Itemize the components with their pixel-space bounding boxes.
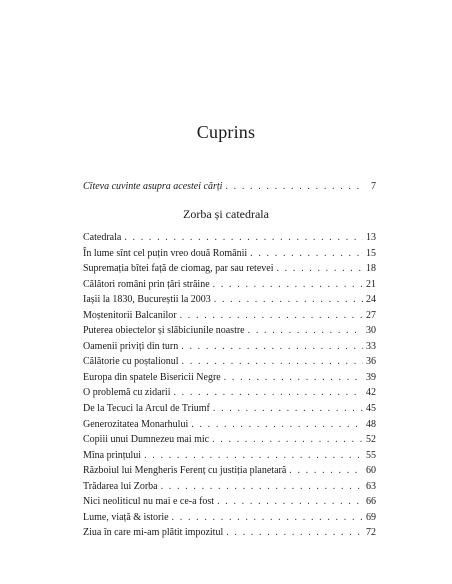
table-of-contents (83, 230, 376, 541)
toc-entry-label: Trădarea lui Zorba (83, 480, 158, 492)
dot-leader (276, 261, 363, 277)
toc-entry-label: Supremația bîtei față de ciomag, par sau retevei (83, 263, 274, 275)
dot-leader (212, 432, 363, 448)
toc-entry-page: 66 (366, 496, 376, 508)
dot-leader (173, 385, 363, 401)
toc-intro-entry[interactable] (83, 181, 376, 192)
toc-entry[interactable] (83, 323, 376, 339)
toc-entry-label: Europa din spatele Bisericii Negre (83, 371, 221, 383)
section-heading: Zorba și catedrala (183, 207, 269, 221)
dot-leader (124, 230, 363, 246)
toc-entry[interactable] (83, 494, 376, 510)
toc-entry-page: 33 (366, 340, 376, 352)
toc-entry[interactable] (83, 246, 376, 262)
page-title: Cuprins (196, 122, 256, 142)
toc-entry[interactable] (83, 510, 376, 526)
toc-entry-page: 27 (366, 309, 376, 321)
dot-leader (214, 292, 363, 308)
toc-entry-label: Călători români prin țări străine (83, 278, 210, 290)
toc-entry-label: Călătorie cu poștalionul (83, 356, 179, 368)
dot-leader (250, 246, 363, 262)
toc-entry-page: 36 (366, 356, 376, 368)
toc-entry[interactable] (83, 308, 376, 324)
toc-entry[interactable] (83, 292, 376, 308)
toc-entry-label: În lume sînt cel puțin vreo două Românii (83, 247, 248, 259)
toc-entry[interactable] (83, 479, 376, 495)
toc-entry[interactable] (83, 261, 376, 277)
toc-entry-page: 39 (366, 371, 376, 383)
toc-entry-label: Catedrala (83, 232, 122, 243)
toc-entry[interactable] (83, 385, 376, 401)
toc-entry-page: 24 (366, 294, 376, 306)
toc-entry-page: 69 (366, 511, 376, 523)
dot-leader (180, 308, 363, 324)
toc-entry[interactable] (83, 417, 376, 433)
dot-leader (181, 339, 363, 355)
toc-entry[interactable] (83, 448, 376, 464)
toc-entry-label: Puterea obiectelor și slăbiciunile noastre (83, 325, 245, 337)
toc-entry[interactable] (83, 370, 376, 386)
dot-leader (224, 370, 363, 386)
toc-entry-page: 72 (366, 527, 376, 539)
dot-leader (217, 494, 363, 510)
toc-entry-page: 42 (366, 387, 376, 399)
toc-entry[interactable] (83, 339, 376, 355)
toc-entry-page: 63 (366, 480, 376, 492)
toc-entry-label: Generozitatea Monarhului (83, 418, 189, 430)
dot-leader (213, 401, 363, 417)
toc-entry-page: 60 (366, 465, 376, 477)
dot-leader (144, 448, 363, 464)
dot-leader (172, 510, 363, 526)
dot-leader (226, 525, 363, 541)
toc-entry-label: Ziua în care mi-am plătit impozitul (83, 527, 224, 539)
toc-entry-label: Războiul lui Mengheris Ferenț cu justiția planetară (83, 465, 287, 477)
toc-entry-page: 48 (366, 418, 376, 430)
toc-entry-label: Moștenitorii Balcanilor (83, 309, 177, 321)
toc-entry-page: 21 (366, 278, 376, 290)
toc-entry-label: Oamenii priviți din turn (83, 340, 179, 352)
dot-leader (191, 417, 363, 433)
dot-leader (182, 354, 363, 370)
toc-entry[interactable] (83, 432, 376, 448)
toc-entry-page: 55 (366, 449, 376, 461)
toc-entry-label: Nici neoliticul nu mai e ce-a fost (83, 496, 215, 508)
toc-entry[interactable] (83, 354, 376, 370)
toc-entry[interactable] (83, 277, 376, 293)
toc-entry-label: Iașii la 1830, Bucureștii la 2003 (83, 294, 211, 306)
toc-entry-page: 30 (366, 325, 376, 337)
toc-entry-page: 18 (366, 263, 376, 275)
toc-entry-page: 52 (366, 434, 376, 446)
dot-leader (225, 181, 365, 192)
toc-entry-label: De la Tecuci la Arcul de Triumf (83, 403, 210, 415)
toc-entry[interactable] (83, 401, 376, 417)
toc-entry-page: 7 (371, 181, 376, 192)
toc-entry-label: Mîna prințului (83, 449, 142, 461)
toc-entry-label: Cîteva cuvinte asupra acestei cărți (83, 181, 223, 192)
toc-entry-label: O problemă cu zidarii (83, 387, 171, 399)
toc-entry[interactable] (83, 463, 376, 479)
dot-leader (248, 323, 363, 339)
dot-leader (213, 277, 363, 293)
toc-entry[interactable] (83, 525, 376, 541)
toc-entry-label: Lume, viață & istorie (83, 511, 169, 523)
toc-entry-label: Copiii unui Dumnezeu mai mic (83, 434, 210, 446)
dot-leader (289, 463, 363, 479)
toc-entry-page: 45 (366, 403, 376, 415)
toc-entry-page: 13 (366, 232, 376, 243)
toc-entry-page: 15 (366, 247, 376, 259)
dot-leader (161, 479, 363, 495)
toc-entry[interactable] (83, 230, 376, 246)
